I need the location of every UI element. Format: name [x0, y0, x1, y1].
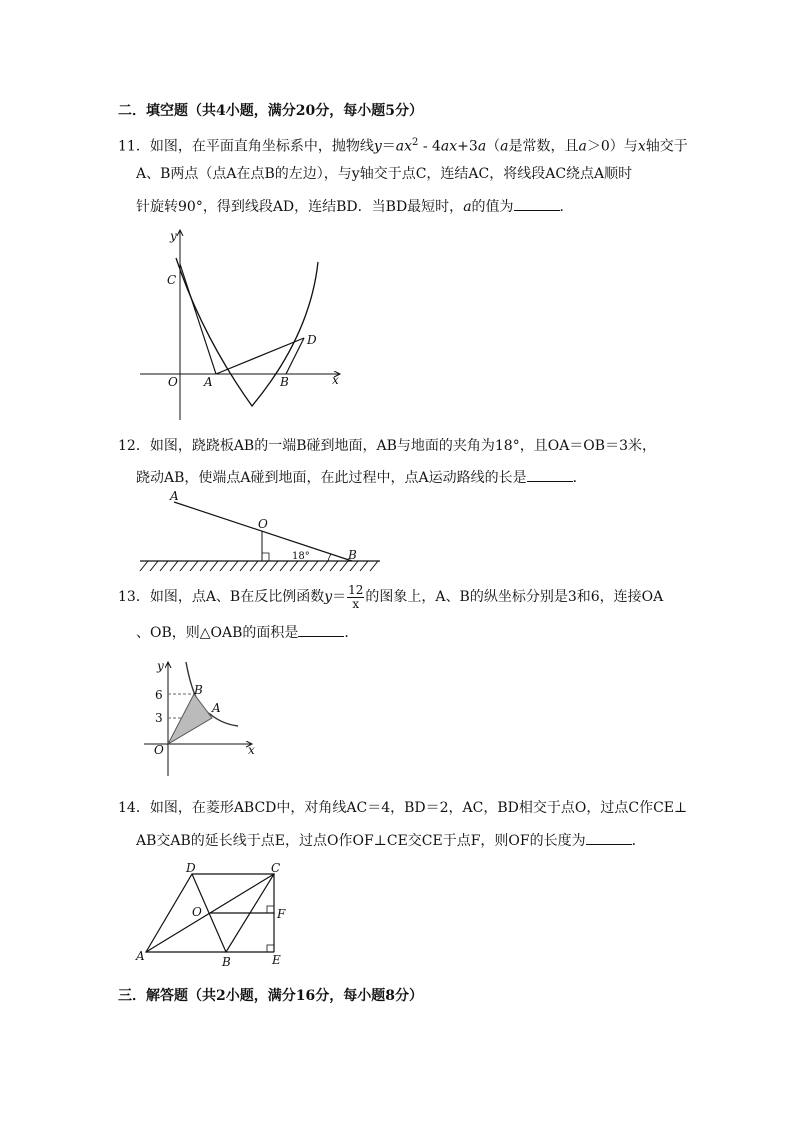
label-x: x — [332, 373, 339, 387]
section-2-title: 二．填空题（共4小题，满分20分，每小题5分） — [118, 103, 423, 119]
answer-blank[interactable] — [298, 622, 344, 637]
q11-l3a: 针旋转90°，得到线段AD，连结BD．当BD最短时， — [136, 199, 464, 215]
seesaw-ab — [174, 502, 352, 561]
label-c: C — [271, 861, 281, 875]
label-a: A — [136, 949, 145, 963]
segment-ac — [180, 264, 216, 374]
q14-figure — [136, 862, 306, 972]
label-e: E — [272, 953, 281, 967]
ground-hatch — [140, 561, 378, 571]
q11-line-1 — [118, 133, 688, 157]
label-a: A — [212, 701, 221, 715]
right-angle-f — [267, 906, 274, 913]
q11-a2: a — [500, 138, 509, 155]
q11-plus3: +3 — [457, 138, 478, 155]
q14-l2a: AB交AB的延长线于点E，过点O作OF⊥CE交CE于点F，则OF的长度为 — [136, 833, 586, 849]
label-a: A — [204, 375, 213, 389]
triangle-oab — [168, 694, 212, 744]
label-y: y — [157, 659, 164, 673]
q11-exp: 2 — [412, 137, 419, 148]
q13-l2a: 、OB，则△OAB的面积是 — [136, 625, 299, 641]
q13-l1a: 13．如图，点A、B在反比例函数 — [118, 589, 325, 605]
q11-line-3 — [136, 196, 574, 217]
label-f: F — [277, 907, 286, 921]
q13-y: y — [324, 589, 333, 605]
q11-l3c: 的值为 — [471, 199, 514, 215]
q11-paren: （ — [486, 138, 501, 155]
label-o: O — [154, 743, 164, 757]
tick-6: 6 — [155, 688, 163, 702]
fraction-numerator: 12 — [348, 582, 364, 597]
label-x: x — [248, 743, 255, 757]
label-angle: 18° — [292, 551, 310, 562]
q11-a: a — [477, 138, 487, 155]
segment-bd — [286, 338, 304, 374]
label-o: O — [168, 375, 178, 389]
q13-figure — [140, 656, 270, 780]
q11-eq: ＝ — [381, 138, 396, 155]
fraction-denominator: x — [352, 596, 360, 611]
answer-blank[interactable] — [514, 196, 560, 211]
label-d: D — [186, 861, 196, 875]
q13-line-1 — [118, 582, 663, 612]
q14-line-2 — [136, 830, 646, 851]
q11-axis: 轴交于 — [645, 138, 688, 155]
q11-x: x — [637, 138, 646, 155]
q11-l3d: ． — [559, 199, 574, 215]
label-y: y — [170, 229, 177, 243]
label-b: B — [222, 955, 231, 969]
q13-eq: ＝ — [332, 589, 347, 605]
q11-a3: a — [578, 138, 587, 155]
parabola — [176, 258, 318, 406]
label-o: O — [258, 517, 268, 531]
q11-const: 是常数，且 — [508, 138, 579, 155]
q13-l1d: 的图象上，A、B的纵坐标分别是3和6，连接OA — [365, 589, 664, 605]
q11-var-y: y — [373, 138, 382, 155]
q11-ax2: ax — [440, 138, 458, 155]
q11-minus4: - 4 — [418, 138, 441, 155]
right-angle-mark — [262, 553, 269, 561]
q11-ax: ax — [395, 138, 412, 155]
fraction — [347, 584, 364, 611]
q11-text-a: 11．如图，在平面直角坐标系中，抛物线 — [118, 138, 374, 155]
right-angle-e — [267, 945, 274, 952]
q11-figure — [140, 226, 360, 426]
tick-3: 3 — [155, 711, 163, 725]
q11-l3b: a — [463, 199, 472, 215]
q12-l2a: 跷动AB，使端点A碰到地面，在此过程中，点A运动路线的长是 — [136, 470, 527, 486]
q11-gt0: ＞0）与 — [586, 138, 638, 155]
q12-line-2 — [136, 467, 587, 488]
section-3-title: 三．解答题（共2小题，满分16分，每小题8分） — [118, 988, 423, 1004]
answer-blank[interactable] — [586, 830, 632, 845]
q12-line-1: 12．如图，跷跷板AB的一端B碰到地面，AB与地面的夹角为18°，且OA＝OB＝3米， — [118, 438, 656, 454]
label-d: D — [307, 333, 317, 347]
q14-l2b: ． — [631, 833, 646, 849]
label-b: B — [348, 548, 357, 562]
answer-blank[interactable] — [527, 467, 573, 482]
label-o: O — [192, 905, 202, 919]
angle-arc — [328, 554, 331, 561]
q13-l2b: ． — [344, 625, 359, 641]
label-c: C — [167, 273, 177, 287]
q13-line-2 — [136, 622, 358, 643]
segment-ad — [216, 338, 304, 374]
label-b: B — [194, 683, 203, 697]
label-a: A — [170, 489, 179, 503]
q12-l2b: ． — [572, 470, 587, 486]
label-b: B — [280, 375, 289, 389]
q11-line-2: A、B两点（点A在点B的左边），与y轴交于点C，连结AC，将线段AC绕点A顺时 — [136, 166, 633, 182]
q14-line-1: 14．如图，在菱形ABCD中，对角线AC＝4，BD＝2，AC，BD相交于点O，过点C作CE⊥ — [118, 800, 688, 816]
q12-figure — [136, 488, 386, 572]
